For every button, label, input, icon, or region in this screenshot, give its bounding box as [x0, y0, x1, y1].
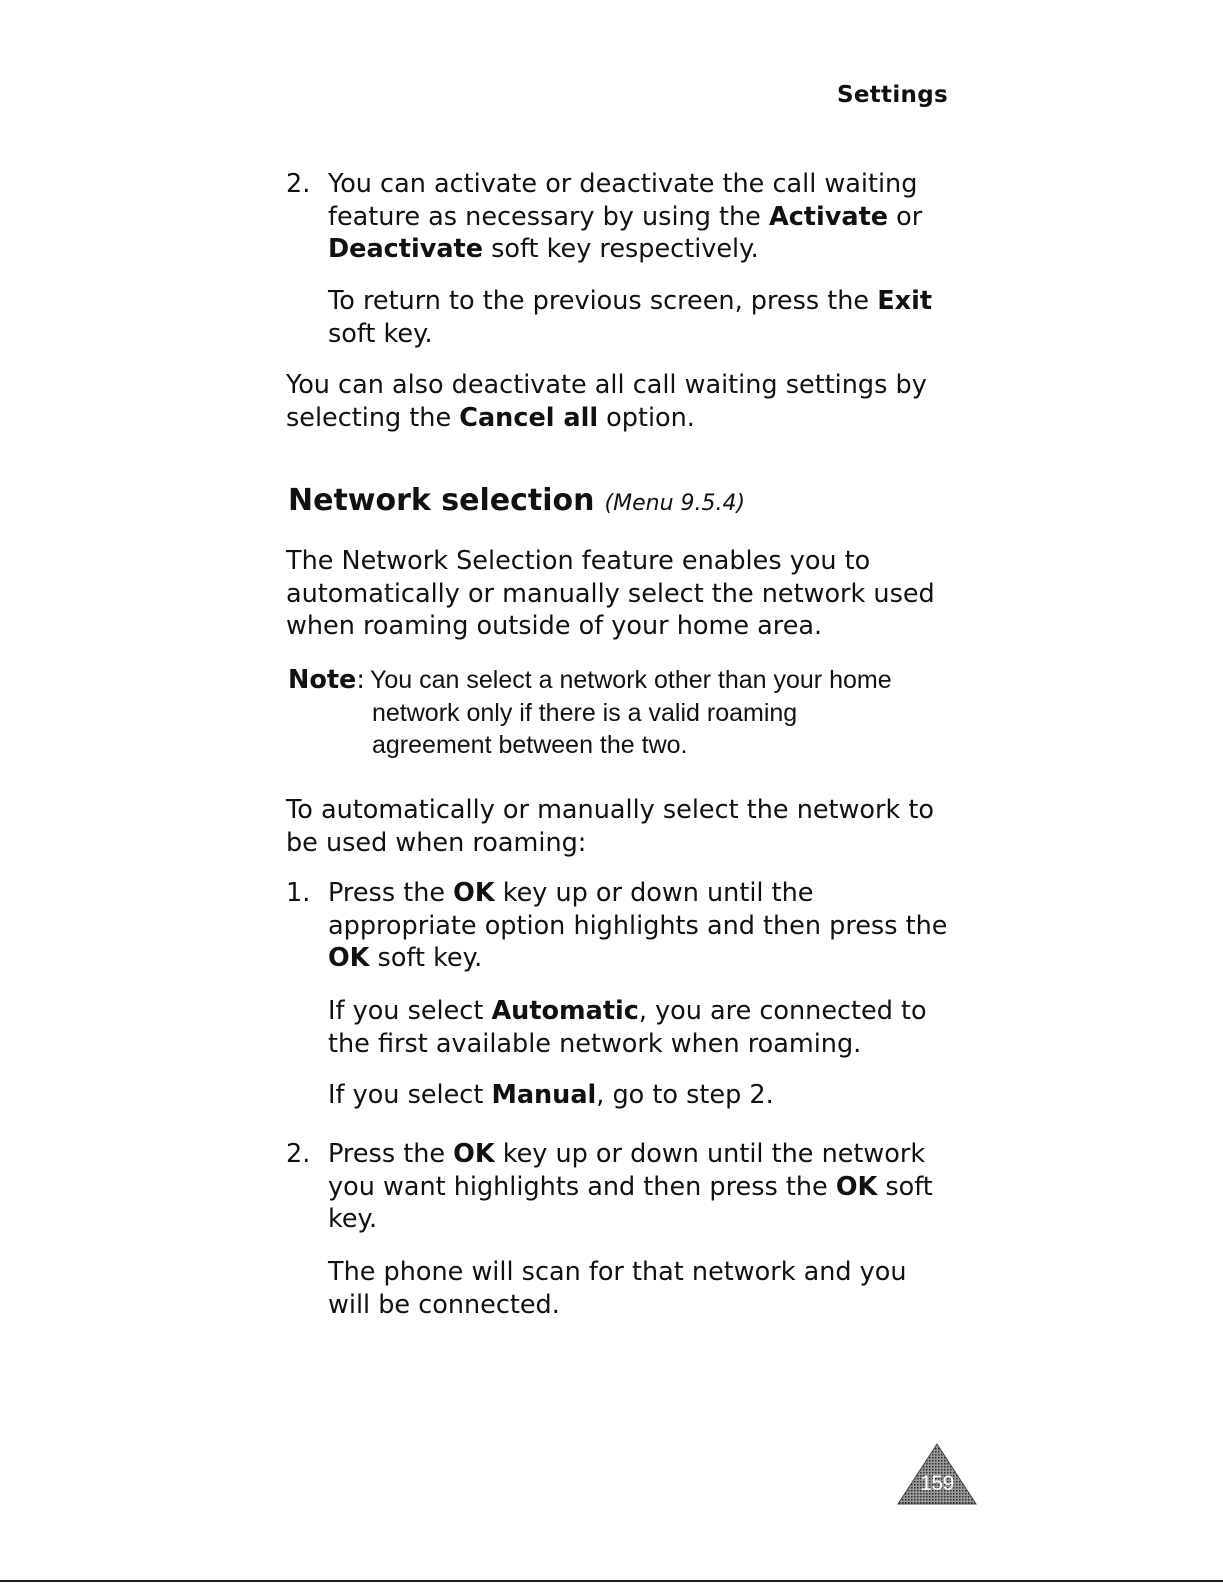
text-line: key. [328, 1204, 378, 1234]
text-line: agreement between the two. [372, 731, 688, 759]
text-run: selecting the [286, 402, 460, 433]
manual-term: Manual [491, 1080, 597, 1110]
text-run: feature as necessary by using the [328, 201, 769, 232]
text-run: To return to the previous screen, press the [328, 286, 878, 316]
note-label [288, 664, 365, 696]
text-line: be used when roaming: [286, 827, 587, 858]
text-run: key up or down until the network [494, 1139, 926, 1169]
exit-key-term: Exit [877, 286, 933, 316]
ok-key-term: OK [453, 1139, 495, 1169]
text-run: Press the [328, 1139, 454, 1169]
text-line [328, 995, 927, 1028]
text-line [328, 233, 922, 266]
text-line: The phone will scan for that network and you [328, 1257, 907, 1287]
running-header: Settings [837, 82, 948, 108]
text-run: soft key. [369, 943, 483, 973]
text-line [328, 1138, 933, 1171]
page-edge-line [0, 1580, 1223, 1582]
ok-key-term: OK [835, 1171, 878, 1202]
howto-paragraph [286, 794, 934, 859]
text-line: automatically or manually select the network used [286, 578, 935, 609]
deactivate-key-term: Deactivate [328, 234, 484, 264]
return-instruction [328, 285, 932, 350]
text-line [328, 1079, 774, 1112]
text-run: , you are connected to [638, 996, 927, 1026]
text-line: the first available network when roaming. [328, 1028, 862, 1059]
text-run: option. [598, 402, 695, 433]
step-number: 2. [286, 169, 311, 199]
cancel-all-term: Cancel all [459, 402, 599, 433]
page-number: 159 [920, 1472, 954, 1495]
step-2-network [328, 1138, 933, 1236]
step-1 [328, 877, 947, 975]
activate-key-term: Activate [768, 201, 889, 232]
text-line: You can also deactivate all call waiting settings by [286, 370, 927, 400]
ok-key-term: OK [453, 878, 495, 908]
text-run: If you select [328, 996, 492, 1026]
step-number: 1. [286, 878, 311, 908]
text-line: soft key. [328, 318, 433, 349]
cancel-all-paragraph [286, 369, 927, 434]
text-run: key up or down until the [494, 878, 814, 908]
step-number: 2. [286, 1139, 311, 1169]
text-run: soft [877, 1171, 933, 1202]
text-line [328, 942, 947, 975]
note-text [370, 664, 892, 762]
text-line [328, 1171, 933, 1204]
manual-option-paragraph [328, 1079, 774, 1112]
menu-path: (Menu 9.5.4) [604, 491, 746, 516]
text-line [328, 201, 922, 234]
text-line [328, 877, 947, 910]
step-2-call-waiting [328, 168, 922, 266]
text-line: when roaming outside of your home area. [286, 611, 823, 641]
note-colon: : [356, 665, 365, 695]
note-label-text: Note [288, 665, 357, 695]
automatic-term: Automatic [491, 996, 639, 1026]
ok-key-term: OK [328, 943, 370, 973]
text-line: The Network Selection feature enables you to [286, 546, 871, 576]
text-run: , go to step 2. [596, 1080, 774, 1110]
text-line: appropriate option highlights and then press the [328, 910, 948, 941]
section-heading [288, 483, 745, 518]
intro-paragraph [286, 545, 935, 643]
scan-paragraph [328, 1256, 907, 1321]
text-line: You can activate or deactivate the call waiting [328, 169, 918, 199]
page-number-badge [896, 1442, 978, 1506]
text-run: Press the [328, 878, 454, 908]
text-line: To automatically or manually select the network to [286, 795, 934, 825]
text-line: network only if there is a valid roaming [372, 698, 798, 727]
section-title: Network selection [288, 483, 595, 518]
text-line [328, 285, 932, 318]
text-line: You can select a network other than your home [370, 666, 892, 694]
text-run: or [888, 201, 923, 232]
text-line: will be connected. [328, 1289, 560, 1320]
text-run: If you select [328, 1080, 492, 1110]
text-line [286, 402, 927, 435]
automatic-option-paragraph [328, 995, 927, 1060]
text-run: soft key respectively. [483, 234, 759, 264]
text-run: you want highlights and then press the [328, 1171, 836, 1202]
